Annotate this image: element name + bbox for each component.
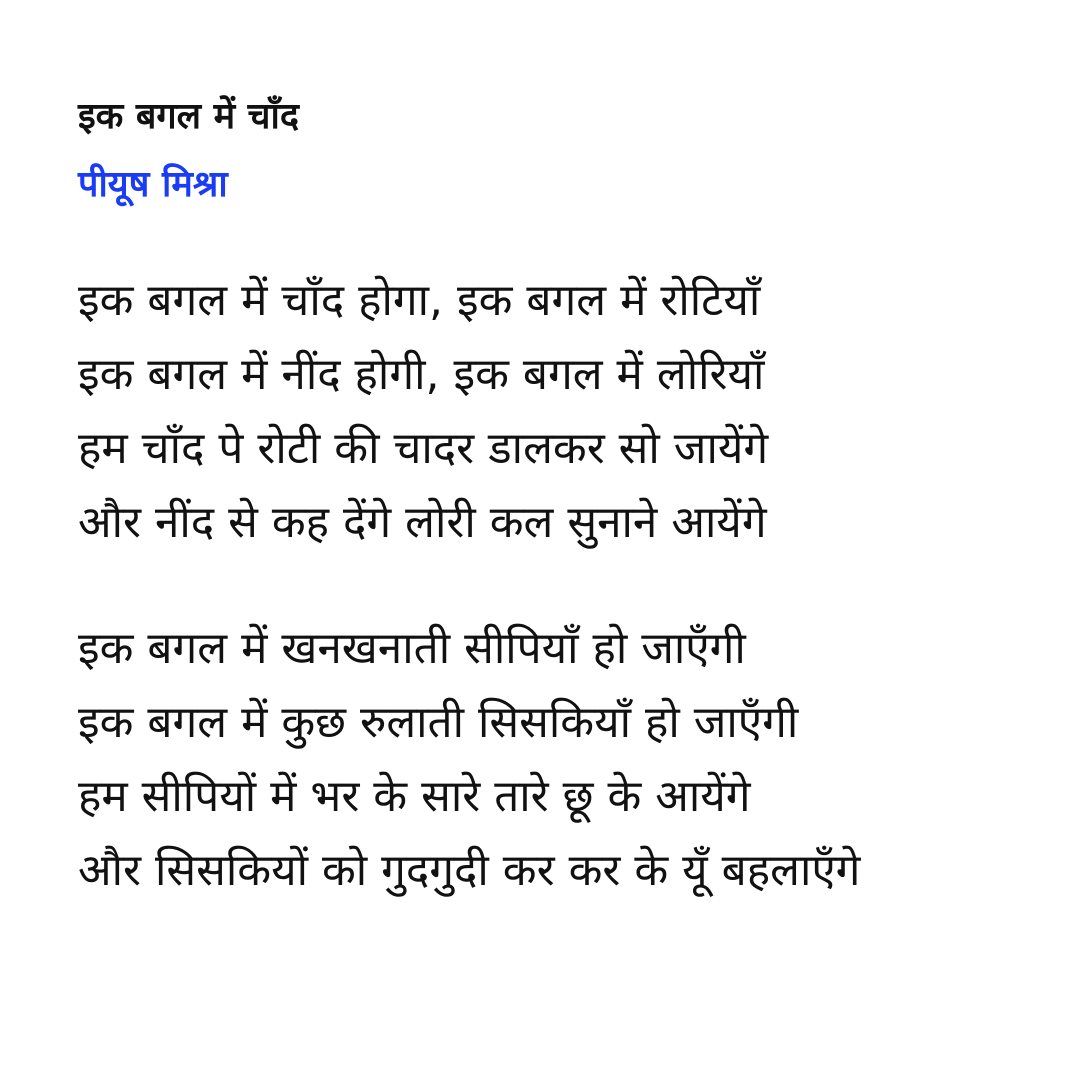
poem-author: पीयूष मिश्रा: [78, 164, 228, 205]
poem-line: इक बगल में नींद होगी, इक बगल में लोरियाँ: [78, 349, 765, 400]
poem-line: और नींद से कह देंगे लोरी कल सुनाने आयेंगे: [78, 497, 767, 548]
poem-line: हम चाँद पे रोटी की चादर डालकर सो जायेंगे: [78, 423, 769, 474]
poem-line: इक बगल में चाँद होगा, इक बगल में रोटियाँ: [78, 275, 761, 326]
poem-line: हम सीपियों में भर के सारे तारे छू के आयेंगे: [78, 771, 751, 822]
stanza-1: [78, 264, 1080, 560]
poem-line: इक बगल में कुछ रुलाती सिसकियाँ हो जाएँगी: [78, 697, 799, 748]
stanza-2: [78, 612, 1080, 908]
poem-line: और सिसकियों को गुदगुदी कर कर के यूँ बहलाएँगे: [78, 845, 861, 896]
poem-line: इक बगल में खनखनाती सीपियाँ हो जाएँगी: [78, 623, 746, 674]
poem-title: इक बगल में चाँद: [78, 96, 299, 137]
